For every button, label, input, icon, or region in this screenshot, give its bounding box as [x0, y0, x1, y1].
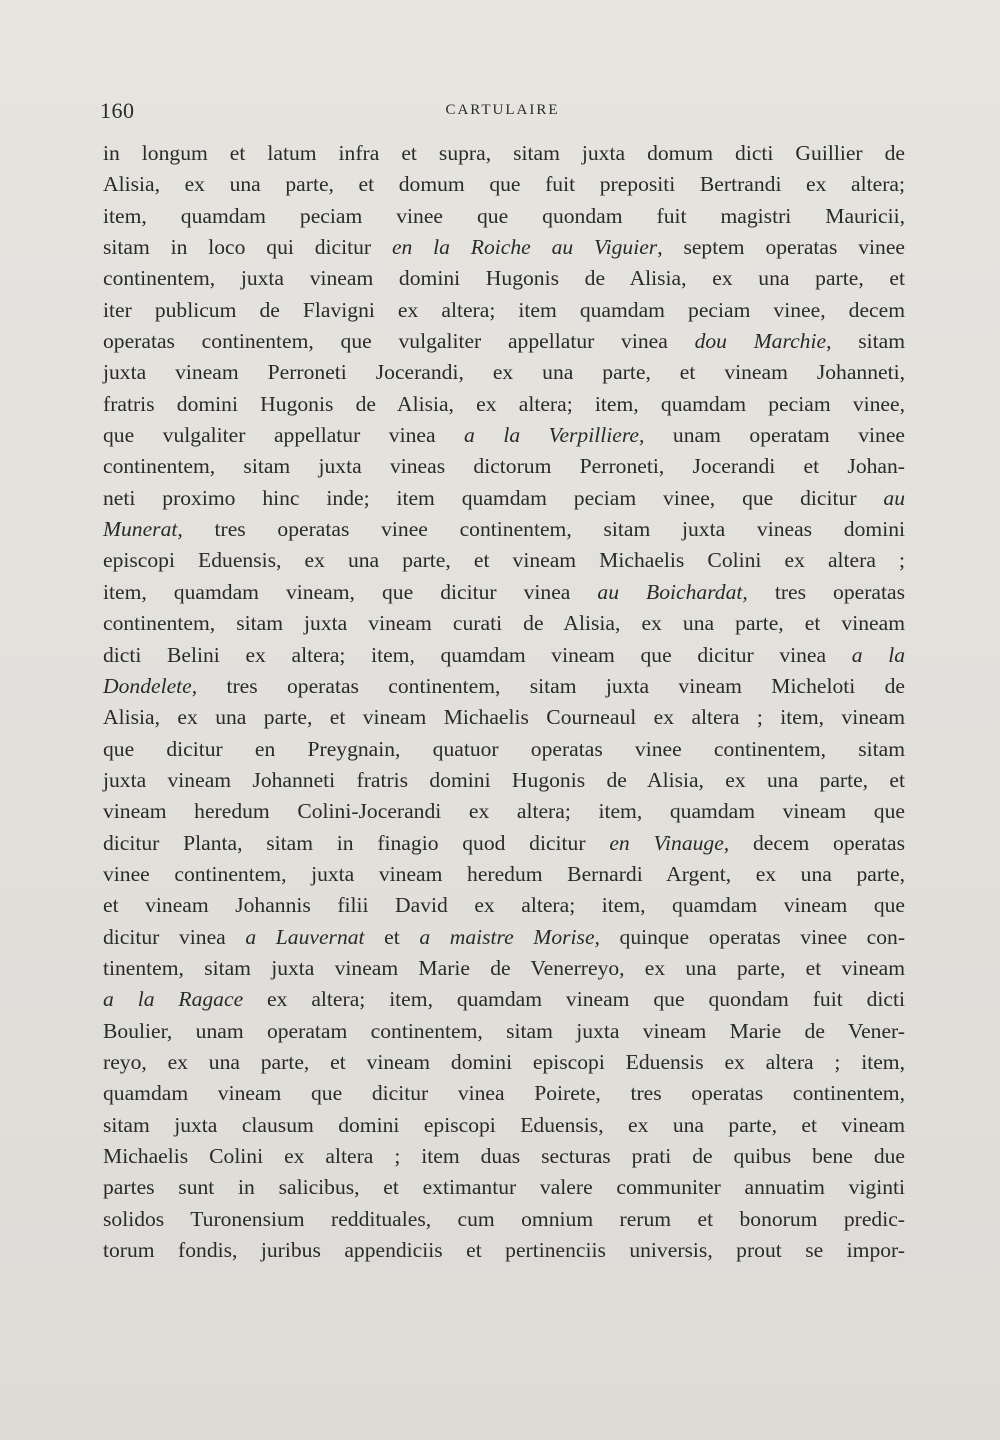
text-segment: et	[364, 924, 420, 949]
text-line	[103, 483, 905, 514]
text-line	[103, 1047, 905, 1078]
text-segment: ex altera; item, quamdam vineam que quondam fuit dicti	[243, 987, 906, 1012]
text-line	[103, 953, 905, 984]
italic-text: en Vinauge,	[609, 830, 730, 855]
text-segment: Alisia, ex una parte, et domum que fuit prepositi Bertrandi ex altera;	[103, 172, 905, 197]
text-line	[103, 389, 905, 420]
text-segment: sitam in loco qui dicitur	[103, 235, 392, 260]
italic-text: a la Verpilliere,	[464, 423, 645, 448]
text-segment: que dicitur en Preygnain, quatuor operatas vinee continentem, sitam	[103, 736, 905, 761]
text-segment: dicitur Planta, sitam in finagio quod dicitur	[103, 830, 610, 855]
text-segment: continentem, sitam juxta vineam curati de Alisia, ex una parte, et vineam	[103, 611, 905, 636]
italic-text: dou Marchie	[694, 329, 827, 354]
text-line	[103, 1141, 905, 1172]
text-segment: item, quamdam vineam, que dicitur vinea	[103, 579, 598, 604]
text-segment: Michaelis Colini ex altera ; item duas secturas prati de quibus bene due	[103, 1144, 905, 1168]
text-segment: solidos Turonensium reddituales, cum omnium rerum et bonorum predic-	[103, 1206, 905, 1231]
italic-text: a la	[851, 642, 906, 667]
italic-text: Munerat,	[103, 517, 183, 542]
text-line	[103, 420, 905, 451]
italic-text: en la Roiche au Viguier	[391, 235, 658, 260]
italic-text: Dondelete,	[103, 673, 198, 698]
text-segment: vineam heredum Colini-Jocerandi ex altera; item, quamdam vineam que	[103, 799, 905, 824]
text-segment: torum fondis, juribus appendiciis et pertinenciis universis, prout se impor-	[103, 1238, 905, 1263]
text-segment: vinee continentem, juxta vineam heredum Bernardi Argent, ex una parte,	[103, 861, 905, 886]
text-line	[103, 263, 905, 294]
text-segment: , sitam	[826, 329, 905, 354]
text-line	[103, 859, 905, 890]
italic-text: a Lauvernat	[245, 924, 365, 949]
italic-text: au Boichardat,	[597, 579, 748, 604]
text-segment: quinque operatas vinee con-	[599, 924, 906, 949]
text-line	[103, 922, 905, 953]
text-line	[103, 1172, 905, 1203]
text-segment: Boulier, unam operatam continentem, sitam juxta vineam Marie de Vener-	[103, 1018, 905, 1043]
text-line	[103, 796, 905, 827]
text-line	[103, 671, 905, 702]
text-line	[103, 1204, 905, 1235]
text-segment: item, quamdam peciam vinee que quondam fuit magistri Mauricii,	[103, 203, 905, 228]
text-segment: iter publicum de Flavigni ex altera; item quamdam peciam vinee, decem	[103, 297, 905, 322]
text-segment: juxta vineam Perroneti Jocerandi, ex una parte, et vineam Johanneti,	[103, 360, 905, 385]
page-header	[100, 98, 905, 128]
text-segment: episcopi Eduensis, ex una parte, et vineam Michaelis Colini ex altera ;	[103, 548, 905, 573]
text-line	[103, 451, 905, 482]
text-segment: juxta vineam Johanneti fratris domini Hugonis de Alisia, ex una parte, et	[103, 767, 905, 792]
text-segment: et vineam Johannis filii David ex altera; item, quamdam vineam que	[103, 893, 905, 918]
text-segment: , septem operatas vinee	[657, 235, 905, 260]
text-segment: que vulgaliter appellatur vinea	[103, 423, 465, 448]
text-segment: reyo, ex una parte, et vineam domini episcopi Eduensis ex altera ; item,	[103, 1049, 905, 1074]
text-segment: continentem, sitam juxta vineas dictorum Perroneti, Jocerandi et Johan-	[103, 454, 905, 479]
text-line	[103, 828, 905, 859]
text-segment: dicitur vinea	[103, 924, 246, 949]
italic-text: au	[883, 485, 905, 510]
text-line	[103, 201, 905, 232]
text-segment: decem operatas	[729, 830, 905, 855]
text-segment: unam operatam vinee	[644, 423, 905, 448]
text-segment: in longum et latum infra et supra, sitam juxta domum dicti Guillier de	[103, 141, 905, 165]
text-segment: operatas continentem, que vulgaliter appellatur vinea	[103, 329, 695, 354]
text-segment: tres operatas continentem, sitam juxta vineam Micheloti de	[197, 673, 905, 698]
text-line	[103, 890, 905, 921]
text-line	[103, 169, 905, 200]
text-segment: sitam juxta clausum domini episcopi Eduensis, ex una parte, et vineam	[103, 1112, 905, 1137]
text-line	[103, 765, 905, 796]
text-line	[103, 357, 905, 388]
text-segment: continentem, juxta vineam domini Hugonis de Alisia, ex una parte, et	[103, 266, 905, 291]
text-line	[103, 577, 905, 608]
text-segment: tinentem, sitam juxta vineam Marie de Venerreyo, ex una parte, et vineam	[103, 955, 905, 980]
text-segment: fratris domini Hugonis de Alisia, ex altera; item, quamdam peciam vinee,	[103, 391, 905, 416]
page-number: 160	[100, 98, 135, 123]
text-line	[103, 295, 905, 326]
text-line	[103, 545, 905, 576]
body-text	[103, 138, 905, 1266]
text-segment: partes sunt in salicibus, et extimantur valere communiter annuatim viginti	[103, 1175, 905, 1200]
text-line	[103, 734, 905, 765]
text-line	[103, 608, 905, 639]
text-line	[103, 232, 905, 263]
italic-text: a la Ragace	[103, 987, 244, 1012]
text-line	[103, 138, 905, 169]
text-line	[103, 514, 905, 545]
italic-text: a maistre Morise,	[419, 924, 600, 949]
text-segment: Alisia, ex una parte, et vineam Michaelis Courneaul ex altera ; item, vineam	[103, 705, 905, 730]
text-line	[103, 1078, 905, 1109]
running-title: CARTULAIRE	[445, 102, 560, 118]
text-segment: dicti Belini ex altera; item, quamdam vineam que dicitur vinea	[103, 642, 852, 667]
text-line	[103, 1016, 905, 1047]
text-segment: tres operatas vinee continentem, sitam juxta vineas domini	[182, 517, 905, 542]
text-line	[103, 326, 905, 357]
text-segment: neti proximo hinc inde; item quamdam peciam vinee, que dicitur	[103, 485, 884, 510]
text-line	[103, 1235, 905, 1266]
text-line	[103, 640, 905, 671]
text-segment: tres operatas	[747, 579, 905, 604]
text-line	[103, 702, 905, 733]
text-line	[103, 1110, 905, 1141]
text-line	[103, 984, 905, 1015]
text-segment: quamdam vineam que dicitur vinea Poirete, tres operatas continentem,	[103, 1081, 905, 1106]
